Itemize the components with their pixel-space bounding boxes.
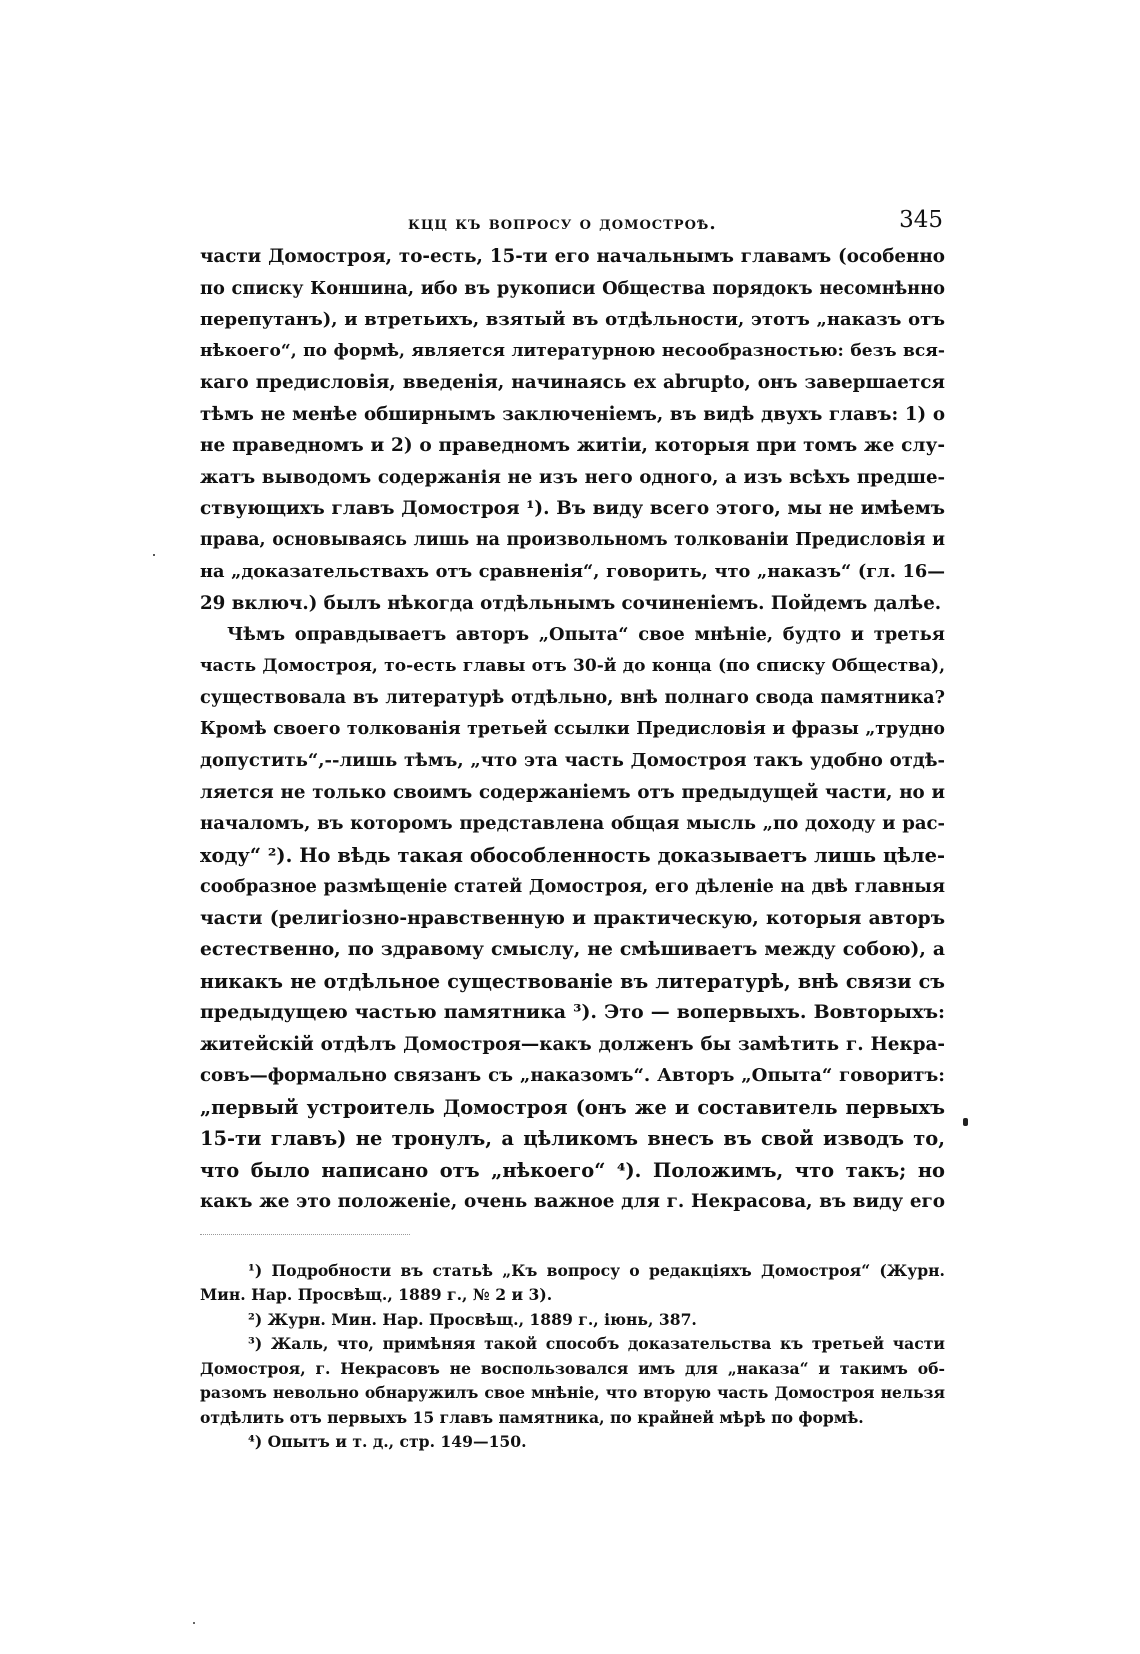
text-line: что было написано отъ „нѣкоего“ ⁴). Положимъ, что такъ; но: [200, 1158, 945, 1182]
text-line: никакъ не отдѣльное существованіе въ литературѣ, внѣ связи съ: [200, 969, 945, 993]
text-line: естественно, по здравому смыслу, не смѣшиваетъ между собою), а: [200, 938, 945, 960]
footnote-separator: [200, 1234, 410, 1235]
text-line: жатъ выводомъ содержанія не изъ него одного, а изъ всѣхъ предше-: [200, 466, 945, 488]
text-line: „первый устроитель Домостроя (онъ же и составитель первыхъ: [200, 1095, 945, 1119]
text-line: 29 включ.) былъ нѣкогда отдѣльнымъ сочиненіемъ. Пойдемъ далѣе.: [200, 592, 942, 614]
paragraph-1: [200, 241, 945, 619]
text-line: допустить“,--лишь тѣмъ, „что эта часть Домостроя такъ удобно отдѣ-: [200, 750, 945, 771]
margin-speck: [153, 554, 155, 556]
paragraph-2: [200, 619, 945, 1218]
footnote-line: ⁴) Опытъ и т. д., стр. 149—150.: [248, 1432, 527, 1451]
margin-speck: [963, 1118, 968, 1126]
text-line: каго предисловія, введенія, начинаясь ex abrupto, онъ завершается: [200, 372, 945, 393]
footnote-3: [200, 1332, 945, 1430]
text-line: перепутанъ), и втретьихъ, взятый въ отдѣльности, этотъ „наказъ отъ: [200, 309, 945, 330]
text-line: сообразное размѣщеніе статей Домостроя, его дѣленіе на двѣ главныя: [200, 876, 945, 897]
body-text: [200, 241, 945, 1218]
text-line: какъ же это положеніе, очень важное для г. Некрасова, въ виду его: [200, 1191, 945, 1212]
text-line: предыдущею частью памятника ³). Это — вопервыхъ. Вовторыхъ:: [200, 1001, 945, 1023]
text-line: совъ—формально связанъ съ „наказомъ“. Авторъ „Опыта“ говоритъ:: [200, 1065, 945, 1086]
footnote-4: [200, 1430, 945, 1455]
footnote-line: разомъ невольно обнаружилъ свое мнѣніе, что вторую часть Домостроя нельзя: [200, 1383, 945, 1402]
text-line: Кромѣ своего толкованія третьей ссылки Предисловія и фразы „трудно: [200, 718, 945, 739]
text-line: часть Домостроя, то-есть главы отъ 30-й до конца (по списку Общества),: [200, 655, 945, 676]
text-line: по списку Коншина, ибо въ рукописи Общества порядокъ несомнѣнно: [200, 277, 945, 299]
footnote-1: [200, 1259, 945, 1308]
text-line: нѣкоего“, по формѣ, является литературною несообразностью: безъ вся-: [200, 340, 945, 361]
text-line: ствующихъ главъ Домостроя ¹). Въ виду всего этого, мы не имѣемъ: [200, 498, 945, 519]
footnote-line: ³) Жаль, что, примѣняя такой способъ доказательства къ третьей части: [248, 1334, 945, 1353]
footnote-line: Мин. Нар. Просвѣщ., 1889 г., № 2 и 3).: [200, 1285, 553, 1304]
footnote-line: ²) Журн. Мин. Нар. Просвѣщ., 1889 г., іюнь, 387.: [248, 1309, 697, 1329]
footnote-2: [200, 1308, 945, 1333]
footnote-line: ¹) Подробности въ статьѣ „Къ вопросу о редакціяхъ Домостроя“ (Журн.: [248, 1260, 945, 1280]
book-page: [200, 207, 945, 1455]
text-line: началомъ, въ которомъ представлена общая мысль „по доходу и рас-: [200, 813, 945, 834]
footnote-line: отдѣлить отъ первыхъ 15 главъ памятника, по крайней мѣрѣ по формѣ.: [200, 1407, 864, 1427]
text-line: Чѣмъ оправдываетъ авторъ „Опыта“ свое мнѣніе, будто и третья: [227, 624, 945, 645]
text-line: части Домостроя, то-есть, 15-ти его начальнымъ главамъ (особенно: [200, 246, 945, 267]
running-title: кцц къ вопросу о домостроѣ.: [408, 213, 717, 234]
margin-speck: [193, 1622, 195, 1624]
text-line: ходу“ ²). Но вѣдь такая обособленность доказываетъ лишь цѣле-: [200, 843, 945, 867]
footnote-line: Домостроя, г. Некрасовъ не воспользовался имъ для „наказа“ и такимъ об-: [200, 1358, 945, 1378]
text-line: права, основываясь лишь на произвольномъ толкованіи Предисловія и: [200, 529, 945, 550]
text-line: житейскій отдѣлъ Домостроя—какъ долженъ бы замѣтить г. Некра-: [200, 1033, 945, 1055]
text-line: тѣмъ не менѣе обширнымъ заключеніемъ, въ видѣ двухъ главъ: 1) о: [200, 403, 945, 425]
footnotes: [200, 1259, 945, 1455]
text-line: 15-ти главъ) не тронулъ, а цѣликомъ внесъ въ свой изводъ то,: [200, 1127, 945, 1150]
page-number: 345: [899, 207, 943, 233]
text-line: на „доказательствахъ отъ сравненія“, говорить, что „наказъ“ (гл. 16—: [200, 561, 945, 582]
text-line: не праведномъ и 2) о праведномъ житіи, которыя при томъ же слу-: [200, 435, 945, 456]
text-line: ляется не только своимъ содержаніемъ отъ предыдущей части, но и: [200, 781, 945, 803]
text-line: части (религіозно-нравственную и практическую, которыя авторъ: [200, 906, 945, 929]
text-line: существовала въ литературѣ отдѣльно, внѣ полнаго свода памятника?: [200, 687, 945, 708]
running-head: [200, 207, 945, 241]
